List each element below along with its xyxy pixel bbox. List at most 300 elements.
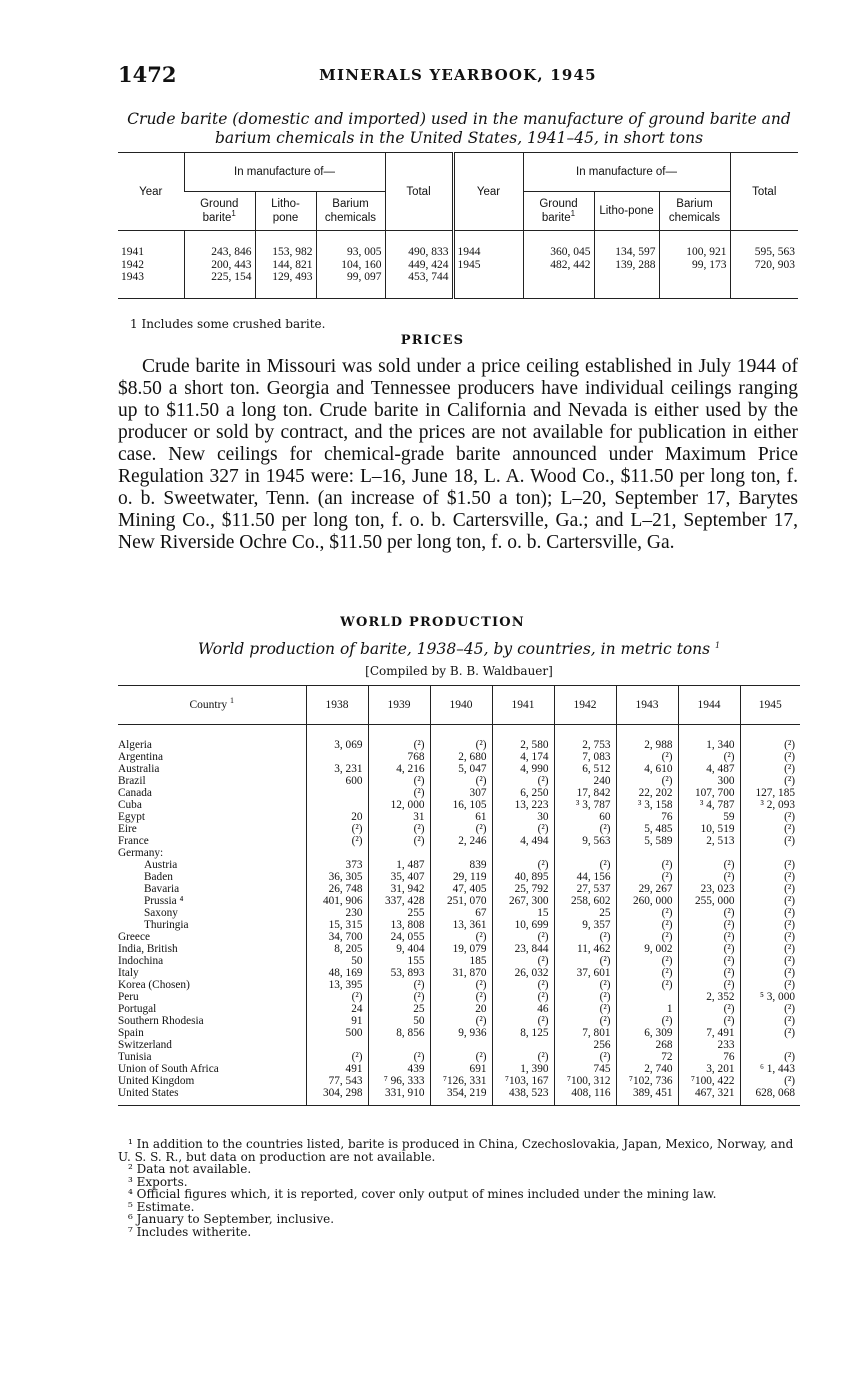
country-name: Southern Rhodesia bbox=[118, 1015, 204, 1027]
table-cell: (²) bbox=[554, 979, 616, 991]
table-cell: 24, 055 bbox=[368, 931, 430, 943]
table-cell: (²) bbox=[368, 823, 430, 835]
table-cell: 3, 069 bbox=[306, 725, 368, 752]
table-cell: 4, 610 bbox=[616, 763, 678, 775]
table-cell: 1942 bbox=[121, 258, 144, 271]
table-cell: 20 bbox=[306, 811, 368, 823]
country-name: Saxony bbox=[144, 907, 178, 919]
table-cell: 230 bbox=[306, 907, 368, 919]
table-cell: (²) bbox=[740, 943, 800, 955]
table-cell bbox=[306, 787, 368, 799]
table-cell: (²) bbox=[616, 751, 678, 763]
table-cell: 331, 910 bbox=[368, 1087, 430, 1106]
table-cell: (²) bbox=[678, 979, 740, 991]
col-year-1938: 1938 bbox=[306, 686, 368, 725]
table-cell: 7, 491 bbox=[678, 1027, 740, 1039]
table-cell: 304, 298 bbox=[306, 1087, 368, 1106]
table-cell: 1, 340 bbox=[678, 725, 740, 752]
table-cell: 243, 846 bbox=[184, 231, 255, 259]
table-cell: 1941 bbox=[121, 246, 144, 258]
table-cell: (²) bbox=[430, 823, 492, 835]
table-cell: 72 bbox=[616, 1051, 678, 1063]
footnote: ⁷ Includes witherite. bbox=[128, 1224, 252, 1239]
table-cell: 35, 407 bbox=[368, 871, 430, 883]
table-row bbox=[118, 943, 800, 955]
table-cell: 3, 231 bbox=[306, 763, 368, 775]
table-cell: (²) bbox=[492, 823, 554, 835]
table-cell: 1, 487 bbox=[368, 859, 430, 871]
table-cell: 389, 451 bbox=[616, 1087, 678, 1106]
country-name: Baden bbox=[144, 871, 173, 883]
country-name: India, British bbox=[118, 943, 178, 955]
table-cell: (²) bbox=[554, 931, 616, 943]
col-total: Total bbox=[730, 153, 798, 231]
col-year-1940: 1940 bbox=[430, 686, 492, 725]
table-row bbox=[118, 811, 800, 823]
table-cell: 29, 267 bbox=[616, 883, 678, 895]
table-cell: 139, 288 bbox=[594, 259, 659, 272]
table-cell: 307 bbox=[430, 787, 492, 799]
table-cell: 354, 219 bbox=[430, 1087, 492, 1106]
table-row bbox=[118, 835, 800, 847]
table-cell bbox=[659, 271, 730, 298]
table-cell: (²) bbox=[740, 931, 800, 943]
table-cell: ³ 2, 093 bbox=[740, 799, 800, 811]
table-cell bbox=[492, 1039, 554, 1051]
table-cell: (²) bbox=[492, 1015, 554, 1027]
table-cell: 268 bbox=[616, 1039, 678, 1051]
table-cell bbox=[678, 847, 740, 859]
table-cell: 600 bbox=[306, 775, 368, 787]
table-cell: 17, 842 bbox=[554, 787, 616, 799]
table-cell: (²) bbox=[740, 871, 800, 883]
table-cell: 107, 700 bbox=[678, 787, 740, 799]
compiled-by: [Compiled by B. B. Waldbauer] bbox=[365, 664, 553, 678]
table-cell: 76 bbox=[678, 1051, 740, 1063]
table-cell: 401, 906 bbox=[306, 895, 368, 907]
table-cell: (²) bbox=[740, 725, 800, 752]
table-cell: (²) bbox=[306, 835, 368, 847]
table-cell: 1, 390 bbox=[492, 1063, 554, 1075]
table-row bbox=[118, 1003, 800, 1015]
table-cell: 40, 895 bbox=[492, 871, 554, 883]
table-cell: 6, 250 bbox=[492, 787, 554, 799]
table-cell: 37, 601 bbox=[554, 967, 616, 979]
table-cell bbox=[430, 1039, 492, 1051]
table-cell: (²) bbox=[616, 955, 678, 967]
country-name: Union of South Africa bbox=[118, 1063, 219, 1075]
table-cell: 337, 428 bbox=[368, 895, 430, 907]
table-cell: 34, 700 bbox=[306, 931, 368, 943]
table-cell: (²) bbox=[430, 725, 492, 752]
table-cell: 53, 893 bbox=[368, 967, 430, 979]
table-cell: 93, 005 bbox=[316, 231, 385, 259]
table-cell: (²) bbox=[740, 763, 800, 775]
table1-footnote: 1 Includes some crushed barite. bbox=[130, 317, 326, 331]
table-cell: 256 bbox=[554, 1039, 616, 1051]
table-cell: 5, 589 bbox=[616, 835, 678, 847]
country-name: Greece bbox=[118, 931, 150, 943]
table-row bbox=[118, 1039, 800, 1051]
col-year-1944: 1944 bbox=[678, 686, 740, 725]
table-cell: 1943 bbox=[121, 271, 144, 283]
table-cell: 5, 047 bbox=[430, 763, 492, 775]
table-cell: 24 bbox=[306, 1003, 368, 1015]
table-cell bbox=[306, 799, 368, 811]
table-row bbox=[118, 967, 800, 979]
col-ground: Ground barite$^1$ bbox=[523, 192, 594, 231]
table-cell: 26, 032 bbox=[492, 967, 554, 979]
table-cell: 300 bbox=[678, 775, 740, 787]
table-cell: 50 bbox=[368, 1015, 430, 1027]
table-row bbox=[118, 979, 800, 991]
table-cell: 19, 079 bbox=[430, 943, 492, 955]
table-cell: 31, 870 bbox=[430, 967, 492, 979]
table-cell: (²) bbox=[554, 955, 616, 967]
table-cell: 225, 154 bbox=[184, 271, 255, 298]
table2-footnotes bbox=[118, 1138, 800, 1238]
footnote: ³ Exports. bbox=[128, 1174, 188, 1189]
table-cell: 9, 563 bbox=[554, 835, 616, 847]
table-cell: 260, 000 bbox=[616, 895, 678, 907]
country-name: Portugal bbox=[118, 1003, 157, 1015]
table-cell bbox=[306, 751, 368, 763]
col-year-1942: 1942 bbox=[554, 686, 616, 725]
table-cell: (²) bbox=[368, 775, 430, 787]
table-cell: 129, 493 bbox=[255, 271, 316, 298]
footnote: ⁵ Estimate. bbox=[128, 1199, 195, 1214]
table-row bbox=[118, 799, 800, 811]
table-cell: 691 bbox=[430, 1063, 492, 1075]
table-cell: 15, 315 bbox=[306, 919, 368, 931]
table-cell: 453, 744 bbox=[385, 271, 453, 298]
table-cell: 46 bbox=[492, 1003, 554, 1015]
table-cell: (²) bbox=[368, 1051, 430, 1063]
table-cell: (²) bbox=[740, 979, 800, 991]
table-cell: 4, 216 bbox=[368, 763, 430, 775]
country-name: Australia bbox=[118, 763, 160, 775]
table-cell: 240 bbox=[554, 775, 616, 787]
table-row bbox=[118, 955, 800, 967]
table-cell bbox=[368, 1039, 430, 1051]
table-cell: 27, 537 bbox=[554, 883, 616, 895]
table-cell: 61 bbox=[430, 811, 492, 823]
table-cell: 155 bbox=[368, 955, 430, 967]
table-cell: 50 bbox=[306, 955, 368, 967]
prices-paragraph: Crude barite in Missouri was sold under a price ceiling established in July 1944 of $8.50 a short ton. Georgia and Tennessee producers have individual ceilings ranging up to $11.50 a long ton. Crude barite in California and Nevada is either used by the producer or sold by contract, and the prices are not available for publication in either case. New ceilings for chemical-grade barite announced under Maximum Price Regulation 327 in 1945 were: L–16, June 18, L. A. Wood Co., $11.50 per long ton, f. o. b. Sweetwater, Tenn. (an increase of $1.50 a ton); L–20, September 17, Barytes Mining Co., $11.50 per long ton, f. o. b. Cartersville, Ga.; and L–21, September 17, New Riverside Ochre Co., $11.50 per long ton, f. o. b. Cartersville, Ga. bbox=[118, 356, 798, 553]
country-name: Cuba bbox=[118, 799, 142, 811]
table-cell: 26, 748 bbox=[306, 883, 368, 895]
table-cell: (²) bbox=[368, 835, 430, 847]
col-barium: Barium chemicals bbox=[659, 192, 730, 231]
table-cell: 2, 753 bbox=[554, 725, 616, 752]
table-cell: 185 bbox=[430, 955, 492, 967]
table-cell: (²) bbox=[616, 871, 678, 883]
table-cell: (²) bbox=[554, 1003, 616, 1015]
table-row bbox=[118, 775, 800, 787]
table-cell: 134, 597 bbox=[594, 231, 659, 259]
table-cell: (²) bbox=[678, 1015, 740, 1027]
table-cell: (²) bbox=[306, 823, 368, 835]
table-cell bbox=[740, 847, 800, 859]
table-cell: 15 bbox=[492, 907, 554, 919]
table-cell: 47, 405 bbox=[430, 883, 492, 895]
table-cell bbox=[523, 271, 594, 298]
country-name: Switzerland bbox=[118, 1039, 172, 1051]
table-cell: 745 bbox=[554, 1063, 616, 1075]
table1-caption: Crude barite (domestic and imported) used in the manufacture of ground barite and barium chemicals in the United States, 1941–45, in short tons bbox=[127, 110, 791, 147]
table-cell: 3, 201 bbox=[678, 1063, 740, 1075]
table-cell: 360, 045 bbox=[523, 231, 594, 259]
table-cell: 4, 990 bbox=[492, 763, 554, 775]
table-cell: 25 bbox=[554, 907, 616, 919]
table-cell: 8, 125 bbox=[492, 1027, 554, 1039]
table-cell: 2, 580 bbox=[492, 725, 554, 752]
table-cell: 500 bbox=[306, 1027, 368, 1039]
table-cell: (²) bbox=[554, 991, 616, 1003]
table-cell: (²) bbox=[554, 1051, 616, 1063]
table-cell: 839 bbox=[430, 859, 492, 871]
table-cell: (²) bbox=[554, 859, 616, 871]
col-year: Year bbox=[139, 185, 163, 198]
table-cell: 267, 300 bbox=[492, 895, 554, 907]
table-cell: (²) bbox=[740, 1027, 800, 1039]
table-row bbox=[118, 231, 798, 259]
country-name: Bavaria bbox=[144, 883, 180, 895]
table-cell: 1945 bbox=[453, 259, 523, 272]
table-cell: (²) bbox=[616, 775, 678, 787]
col-year: Year bbox=[453, 153, 523, 231]
table-cell: (²) bbox=[306, 1051, 368, 1063]
country-name: Tunisia bbox=[118, 1051, 152, 1063]
country-name: Indochina bbox=[118, 955, 164, 967]
table-cell: 7, 083 bbox=[554, 751, 616, 763]
table-cell: 255, 000 bbox=[678, 895, 740, 907]
table-cell: ⁵ 3, 000 bbox=[740, 991, 800, 1003]
table-row bbox=[118, 725, 800, 752]
table-row bbox=[118, 847, 800, 859]
table-cell: 1 bbox=[616, 1003, 678, 1015]
table-cell: 99, 173 bbox=[659, 259, 730, 272]
table-row bbox=[118, 1075, 800, 1087]
table-cell: 12, 000 bbox=[368, 799, 430, 811]
table-cell: (²) bbox=[616, 1015, 678, 1027]
table-cell: (²) bbox=[740, 1003, 800, 1015]
table-cell: 91 bbox=[306, 1015, 368, 1027]
table-cell: ³ 3, 158 bbox=[616, 799, 678, 811]
footnote: ² Data not available. bbox=[128, 1162, 252, 1176]
table-cell: 4, 487 bbox=[678, 763, 740, 775]
table-row bbox=[118, 871, 800, 883]
table-cell bbox=[492, 847, 554, 859]
table-cell: (²) bbox=[678, 943, 740, 955]
table-cell: (²) bbox=[616, 907, 678, 919]
table-cell: 13, 395 bbox=[306, 979, 368, 991]
table-cell: (²) bbox=[616, 979, 678, 991]
table-cell: (²) bbox=[740, 751, 800, 763]
country-name: United Kingdom bbox=[118, 1075, 195, 1087]
table-cell: (²) bbox=[678, 955, 740, 967]
col-litho: Litho-pone bbox=[255, 192, 316, 231]
table-cell: 99, 097 bbox=[316, 271, 385, 298]
table-cell: 438, 523 bbox=[492, 1087, 554, 1106]
table-cell: 44, 156 bbox=[554, 871, 616, 883]
col-ground: Ground barite$^1$ bbox=[184, 192, 255, 231]
table-cell: 5, 485 bbox=[616, 823, 678, 835]
table-cell: (²) bbox=[678, 919, 740, 931]
table-cell: (²) bbox=[430, 1051, 492, 1063]
table-cell bbox=[306, 1039, 368, 1051]
table-cell: 233 bbox=[678, 1039, 740, 1051]
col-year-1945: 1945 bbox=[740, 686, 800, 725]
world-production-heading: WORLD PRODUCTION bbox=[340, 615, 525, 630]
world-production-table bbox=[118, 685, 800, 1106]
table-cell: 720, 903 bbox=[730, 259, 798, 272]
table-cell: 16, 105 bbox=[430, 799, 492, 811]
table-cell bbox=[594, 271, 659, 298]
footnote: ⁴ Official figures which, it is reported, cover only output of mines included under the mining law. bbox=[128, 1187, 717, 1201]
table-cell: (²) bbox=[430, 1015, 492, 1027]
table-cell: (²) bbox=[492, 955, 554, 967]
table-cell bbox=[730, 271, 798, 298]
country-name: United States bbox=[118, 1087, 179, 1099]
table-cell: 2, 740 bbox=[616, 1063, 678, 1075]
country-name: France bbox=[118, 835, 149, 847]
table-cell: 768 bbox=[368, 751, 430, 763]
table-row bbox=[118, 919, 800, 931]
country-name: Prussia ⁴ bbox=[144, 895, 184, 907]
table-cell: 30 bbox=[492, 811, 554, 823]
table-cell: (²) bbox=[430, 775, 492, 787]
table-cell: 6, 309 bbox=[616, 1027, 678, 1039]
col-year-1941: 1941 bbox=[492, 686, 554, 725]
table-cell: (²) bbox=[740, 1015, 800, 1027]
table-cell: (²) bbox=[678, 967, 740, 979]
table-cell: 7, 801 bbox=[554, 1027, 616, 1039]
table-cell: 251, 070 bbox=[430, 895, 492, 907]
table-cell bbox=[430, 847, 492, 859]
table-cell: (²) bbox=[430, 979, 492, 991]
table-cell: 153, 982 bbox=[255, 231, 316, 259]
table-cell: 9, 357 bbox=[554, 919, 616, 931]
country-name: Peru bbox=[118, 991, 139, 1003]
table-cell: 67 bbox=[430, 907, 492, 919]
table-cell: 258, 602 bbox=[554, 895, 616, 907]
table-cell: 127, 185 bbox=[740, 787, 800, 799]
table-row bbox=[118, 259, 798, 272]
country-name: Italy bbox=[118, 967, 139, 979]
table-cell: ⁷ 96, 333 bbox=[368, 1075, 430, 1087]
country-name: Eire bbox=[118, 823, 137, 835]
table-cell: (²) bbox=[678, 859, 740, 871]
col-barium: Barium chemicals bbox=[316, 192, 385, 231]
table-row bbox=[118, 787, 800, 799]
table-row bbox=[118, 895, 800, 907]
table-cell: ⁷103, 167 bbox=[492, 1075, 554, 1087]
table-cell: (²) bbox=[740, 859, 800, 871]
table-cell bbox=[616, 991, 678, 1003]
table-cell bbox=[740, 1039, 800, 1051]
table-cell: 13, 223 bbox=[492, 799, 554, 811]
table-cell: ⁷100, 422 bbox=[678, 1075, 740, 1087]
col-litho: Litho-pone bbox=[594, 192, 659, 231]
table-cell: (²) bbox=[368, 725, 430, 752]
table-cell: 9, 002 bbox=[616, 943, 678, 955]
table-cell: 2, 988 bbox=[616, 725, 678, 752]
table-cell: (²) bbox=[740, 907, 800, 919]
table-cell: 8, 856 bbox=[368, 1027, 430, 1039]
table-row bbox=[118, 907, 800, 919]
country-name: Argentina bbox=[118, 751, 163, 763]
table-row bbox=[118, 1027, 800, 1039]
table-cell: (²) bbox=[492, 775, 554, 787]
table-cell: (²) bbox=[678, 751, 740, 763]
table-row bbox=[118, 991, 800, 1003]
table-cell: 255 bbox=[368, 907, 430, 919]
table-cell: 491 bbox=[306, 1063, 368, 1075]
table-cell: 77, 543 bbox=[306, 1075, 368, 1087]
col-country: Country $^1$ bbox=[189, 696, 235, 711]
table-cell: 104, 160 bbox=[316, 259, 385, 272]
table2-caption: World production of barite, 1938–45, by countries, in metric tons $^1$ bbox=[197, 640, 721, 658]
table-row bbox=[118, 859, 800, 871]
table-cell: (²) bbox=[740, 835, 800, 847]
table-cell: 100, 921 bbox=[659, 231, 730, 259]
prices-heading: PRICES bbox=[400, 333, 465, 348]
table-cell: 628, 068 bbox=[740, 1087, 800, 1106]
table-row bbox=[118, 1015, 800, 1027]
table-cell: 449, 424 bbox=[385, 259, 453, 272]
table-cell: (²) bbox=[678, 871, 740, 883]
table-cell: ³ 4, 787 bbox=[678, 799, 740, 811]
table-cell: 76 bbox=[616, 811, 678, 823]
table-cell: (²) bbox=[740, 883, 800, 895]
country-name: Algeria bbox=[118, 739, 152, 751]
table-cell: (²) bbox=[616, 931, 678, 943]
country-name: Germany: bbox=[118, 847, 164, 859]
table-cell: 10, 699 bbox=[492, 919, 554, 931]
table-cell: 490, 833 bbox=[385, 231, 453, 259]
table-cell: 25 bbox=[368, 1003, 430, 1015]
table-cell: ⁷100, 312 bbox=[554, 1075, 616, 1087]
table-cell: 482, 442 bbox=[523, 259, 594, 272]
table-cell: 29, 119 bbox=[430, 871, 492, 883]
table-cell: (²) bbox=[306, 991, 368, 1003]
table-cell: 439 bbox=[368, 1063, 430, 1075]
footnote: ⁶ January to September, inclusive. bbox=[128, 1212, 335, 1226]
col-year-1939: 1939 bbox=[368, 686, 430, 725]
table-cell: (²) bbox=[492, 931, 554, 943]
table-cell: 6, 512 bbox=[554, 763, 616, 775]
table-cell: (²) bbox=[678, 907, 740, 919]
table-row bbox=[118, 1087, 800, 1106]
table-cell: ⁷126, 331 bbox=[430, 1075, 492, 1087]
country-name: Canada bbox=[118, 787, 152, 799]
table-row bbox=[118, 883, 800, 895]
table-cell: 2, 246 bbox=[430, 835, 492, 847]
table-cell: 2, 352 bbox=[678, 991, 740, 1003]
table-cell: (²) bbox=[554, 1015, 616, 1027]
table-cell bbox=[306, 847, 368, 859]
table-cell: (²) bbox=[740, 811, 800, 823]
table-cell: (²) bbox=[368, 979, 430, 991]
table-cell: 10, 519 bbox=[678, 823, 740, 835]
col-group: In manufacture of— bbox=[523, 153, 730, 192]
table-row bbox=[118, 271, 798, 298]
table-cell: 31, 942 bbox=[368, 883, 430, 895]
running-title: MINERALS YEARBOOK, 1945 bbox=[319, 66, 597, 84]
table-cell: (²) bbox=[492, 859, 554, 871]
